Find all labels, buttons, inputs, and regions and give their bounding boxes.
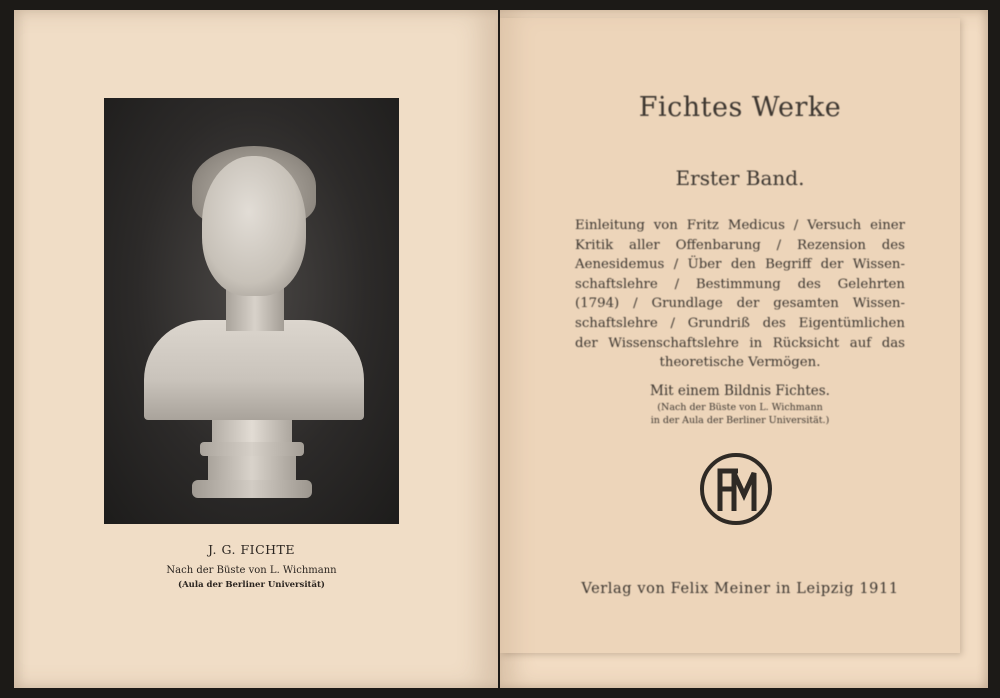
portrait-source-line-1: (Nach der Büste von L. Wichmann (657, 402, 823, 413)
volume-label: Erster Band. (675, 166, 805, 190)
bust-head (202, 156, 306, 296)
bust-plinth-base (192, 480, 312, 498)
portrait-caption-note: (Aula der Berliner Universität) (178, 580, 325, 590)
contents-line: (1794) / Grundlage der gesamten Wissen- (575, 296, 905, 312)
publisher-line: Verlag von Felix Meiner in Leipzig 1911 (581, 581, 899, 597)
contents-line: schaftslehre / Grundriß des Eigentümlichen (575, 315, 905, 331)
contents-line: theoretische Vermögen. (659, 355, 821, 371)
contents-block (575, 216, 905, 373)
contents-line: Einleitung von Fritz Medicus / Versuch einer (575, 218, 905, 233)
portrait-note: Mit einem Bildnis Fichtes. (650, 383, 830, 399)
contents-line: schaftslehre / Bestimmung des Gelehrten (575, 276, 905, 292)
fichte-bust-photo (104, 98, 399, 524)
contents-line: der Wissenschaftslehre in Rücksicht auf das (575, 335, 905, 351)
bust-plinth (212, 420, 292, 442)
portrait-caption-subtitle: Nach der Büste von L. Wichmann (166, 565, 337, 576)
bust-plinth-column (208, 456, 296, 480)
portrait-source-line-2: in der Aula der Berliner Universität.) (650, 415, 830, 426)
bust-chest (144, 320, 364, 420)
publisher-monogram-logo (698, 451, 774, 527)
bust-plinth-ring (200, 442, 304, 456)
contents-line: Aenesidemus / Über den Begriff der Wissen- (575, 257, 905, 273)
contents-line: Kritik aller Offenbarung / Rezension des (575, 237, 905, 253)
portrait-caption-title: J. G. FICHTE (207, 542, 295, 557)
book-title: Fichtes Werke (638, 92, 842, 123)
